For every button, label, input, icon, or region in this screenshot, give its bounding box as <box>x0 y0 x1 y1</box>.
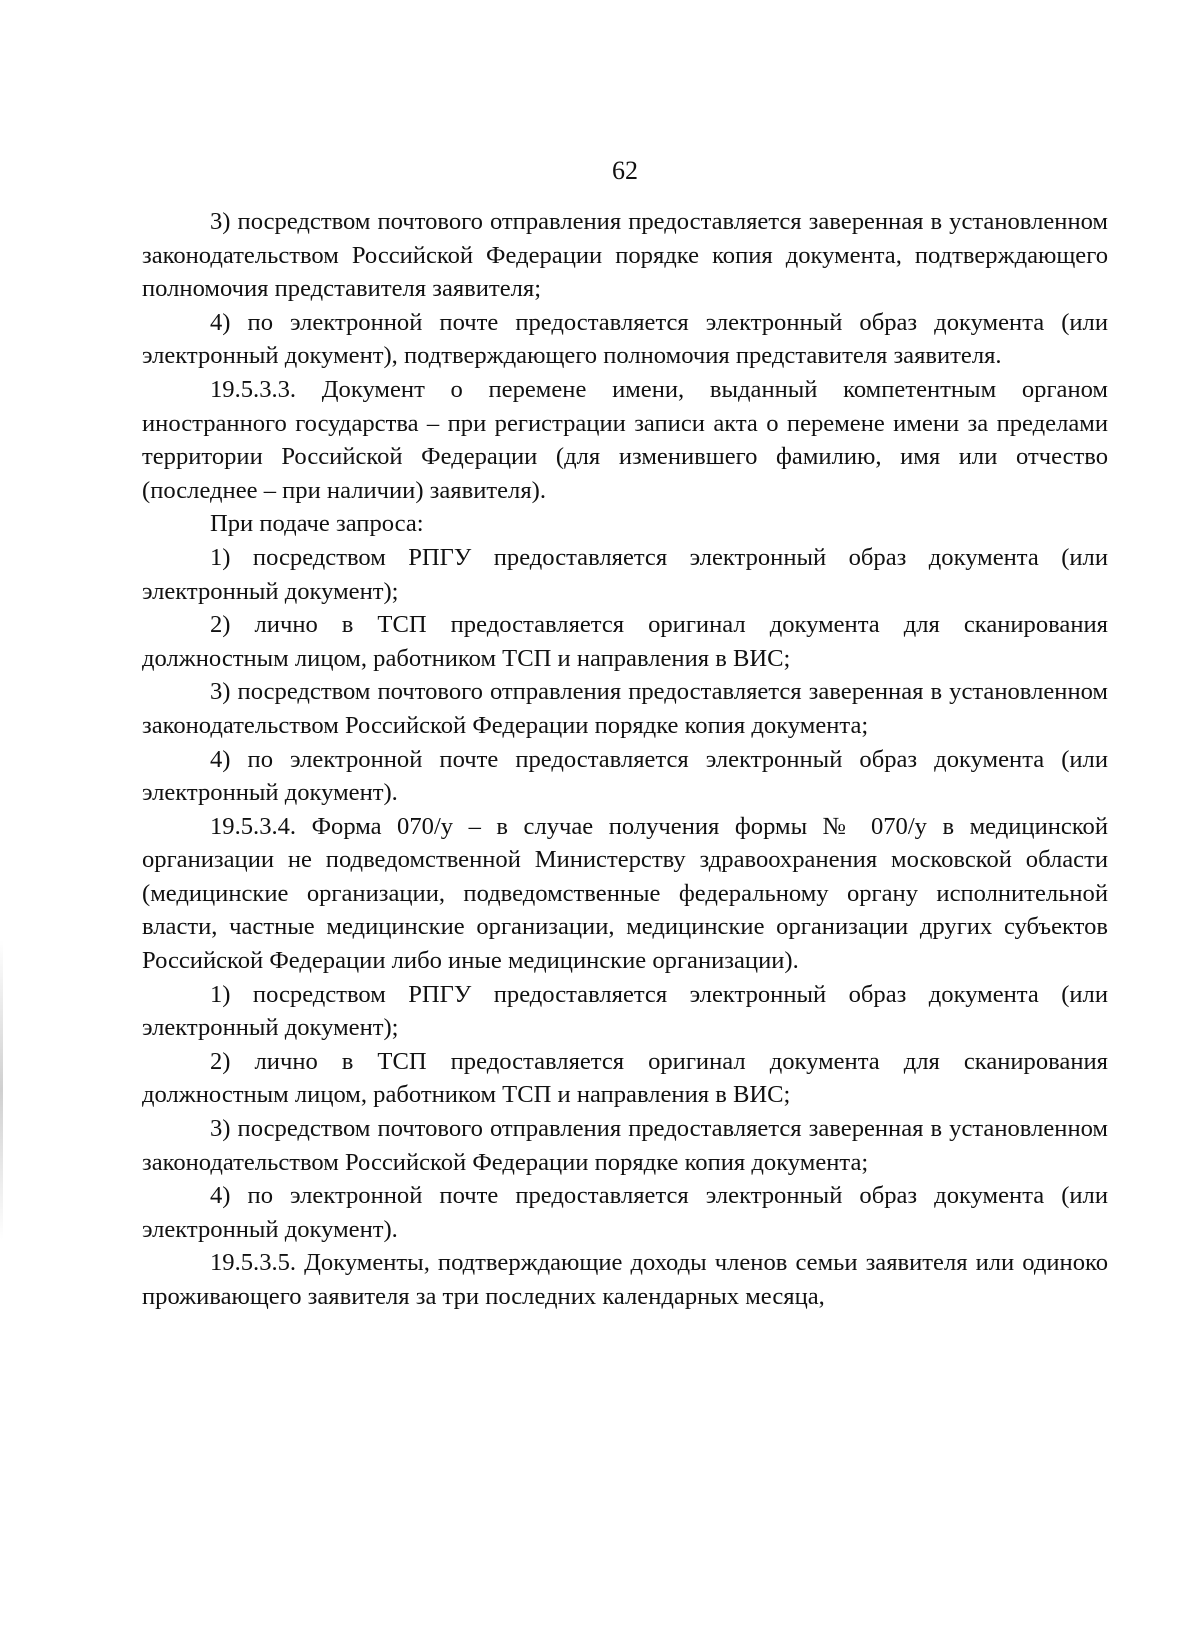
paragraph-item-3-postal: 3) посредством почтового отправления предоставляется заверенная в установленном законодательством Российской Федерации порядке копия документа, подтверждающего полномочия представителя заявителя; <box>142 208 1108 303</box>
paragraph-item-1-rpgu: 1) посредством РПГУ предоставляется электронный образ документа (или электронный документ); <box>142 543 1108 605</box>
paragraph-item-4-email: 4) по электронной почте предоставляется электронный образ документа (или электронный документ). <box>142 1182 1108 1243</box>
page-number: 62 <box>612 156 638 185</box>
paragraph-item-2-tsp: 2) лично в ТСП предоставляется оригинал документа для сканирования должностным лицом, работником ТСП и направления в ВИС; <box>142 611 1108 672</box>
paragraph-item-1-rpgu: 1) посредством РПГУ предоставляется электронный образ документа (или электронный документ); <box>142 980 1108 1042</box>
paragraph-item-2-tsp: 2) лично в ТСП предоставляется оригинал документа для сканирования должностным лицом, работником ТСП и направления в ВИС; <box>142 1047 1108 1109</box>
scan-edge-shadow <box>0 940 3 1240</box>
paragraph-item-4-email: 4) по электронной почте предоставляется электронный образ документа (или электронный документ), подтверждающего полномочия представителя заявителя. <box>142 308 1108 370</box>
paragraph-item-3-postal: 3) посредством почтового отправления предоставляется заверенная в установленном законодательством Российской Федерации порядке копия документа; <box>142 678 1108 739</box>
paragraph-section-19-5-3-4: 19.5.3.4. Форма 070/у – в случае получения формы № 070/у в медицинской организации не подведомственной Министерству здравоохранения московской области (медицинские организации, подведомственные федеральному органу исполнительной власти, частные медицинские организации, медицинские организации других субъектов Российской Федерации либо иные медицинские организации). <box>142 812 1108 975</box>
paragraph-item-4-email: 4) по электронной почте предоставляется электронный образ документа (или электронный документ). <box>142 745 1108 807</box>
paragraph-request-intro: При подаче запроса: <box>210 510 424 538</box>
paragraph-section-19-5-3-3: 19.5.3.3. Документ о перемене имени, выданный компетентным органом иностранного государства – при регистрации записи акта о перемене имени за пределами территории Российской Федерации (для изменившего фамилию, имя или отчество (последнее – при наличии) заявителя). <box>142 375 1108 504</box>
paragraph-item-3-postal: 3) посредством почтового отправления предоставляется заверенная в установленном законодательством Российской Федерации порядке копия документа; <box>142 1115 1108 1176</box>
paragraph-section-19-5-3-5: 19.5.3.5. Документы, подтверждающие доходы членов семьи заявителя или одиноко проживающего заявителя за три последних календарных месяца, <box>142 1249 1108 1310</box>
document-body <box>142 205 1108 1314</box>
